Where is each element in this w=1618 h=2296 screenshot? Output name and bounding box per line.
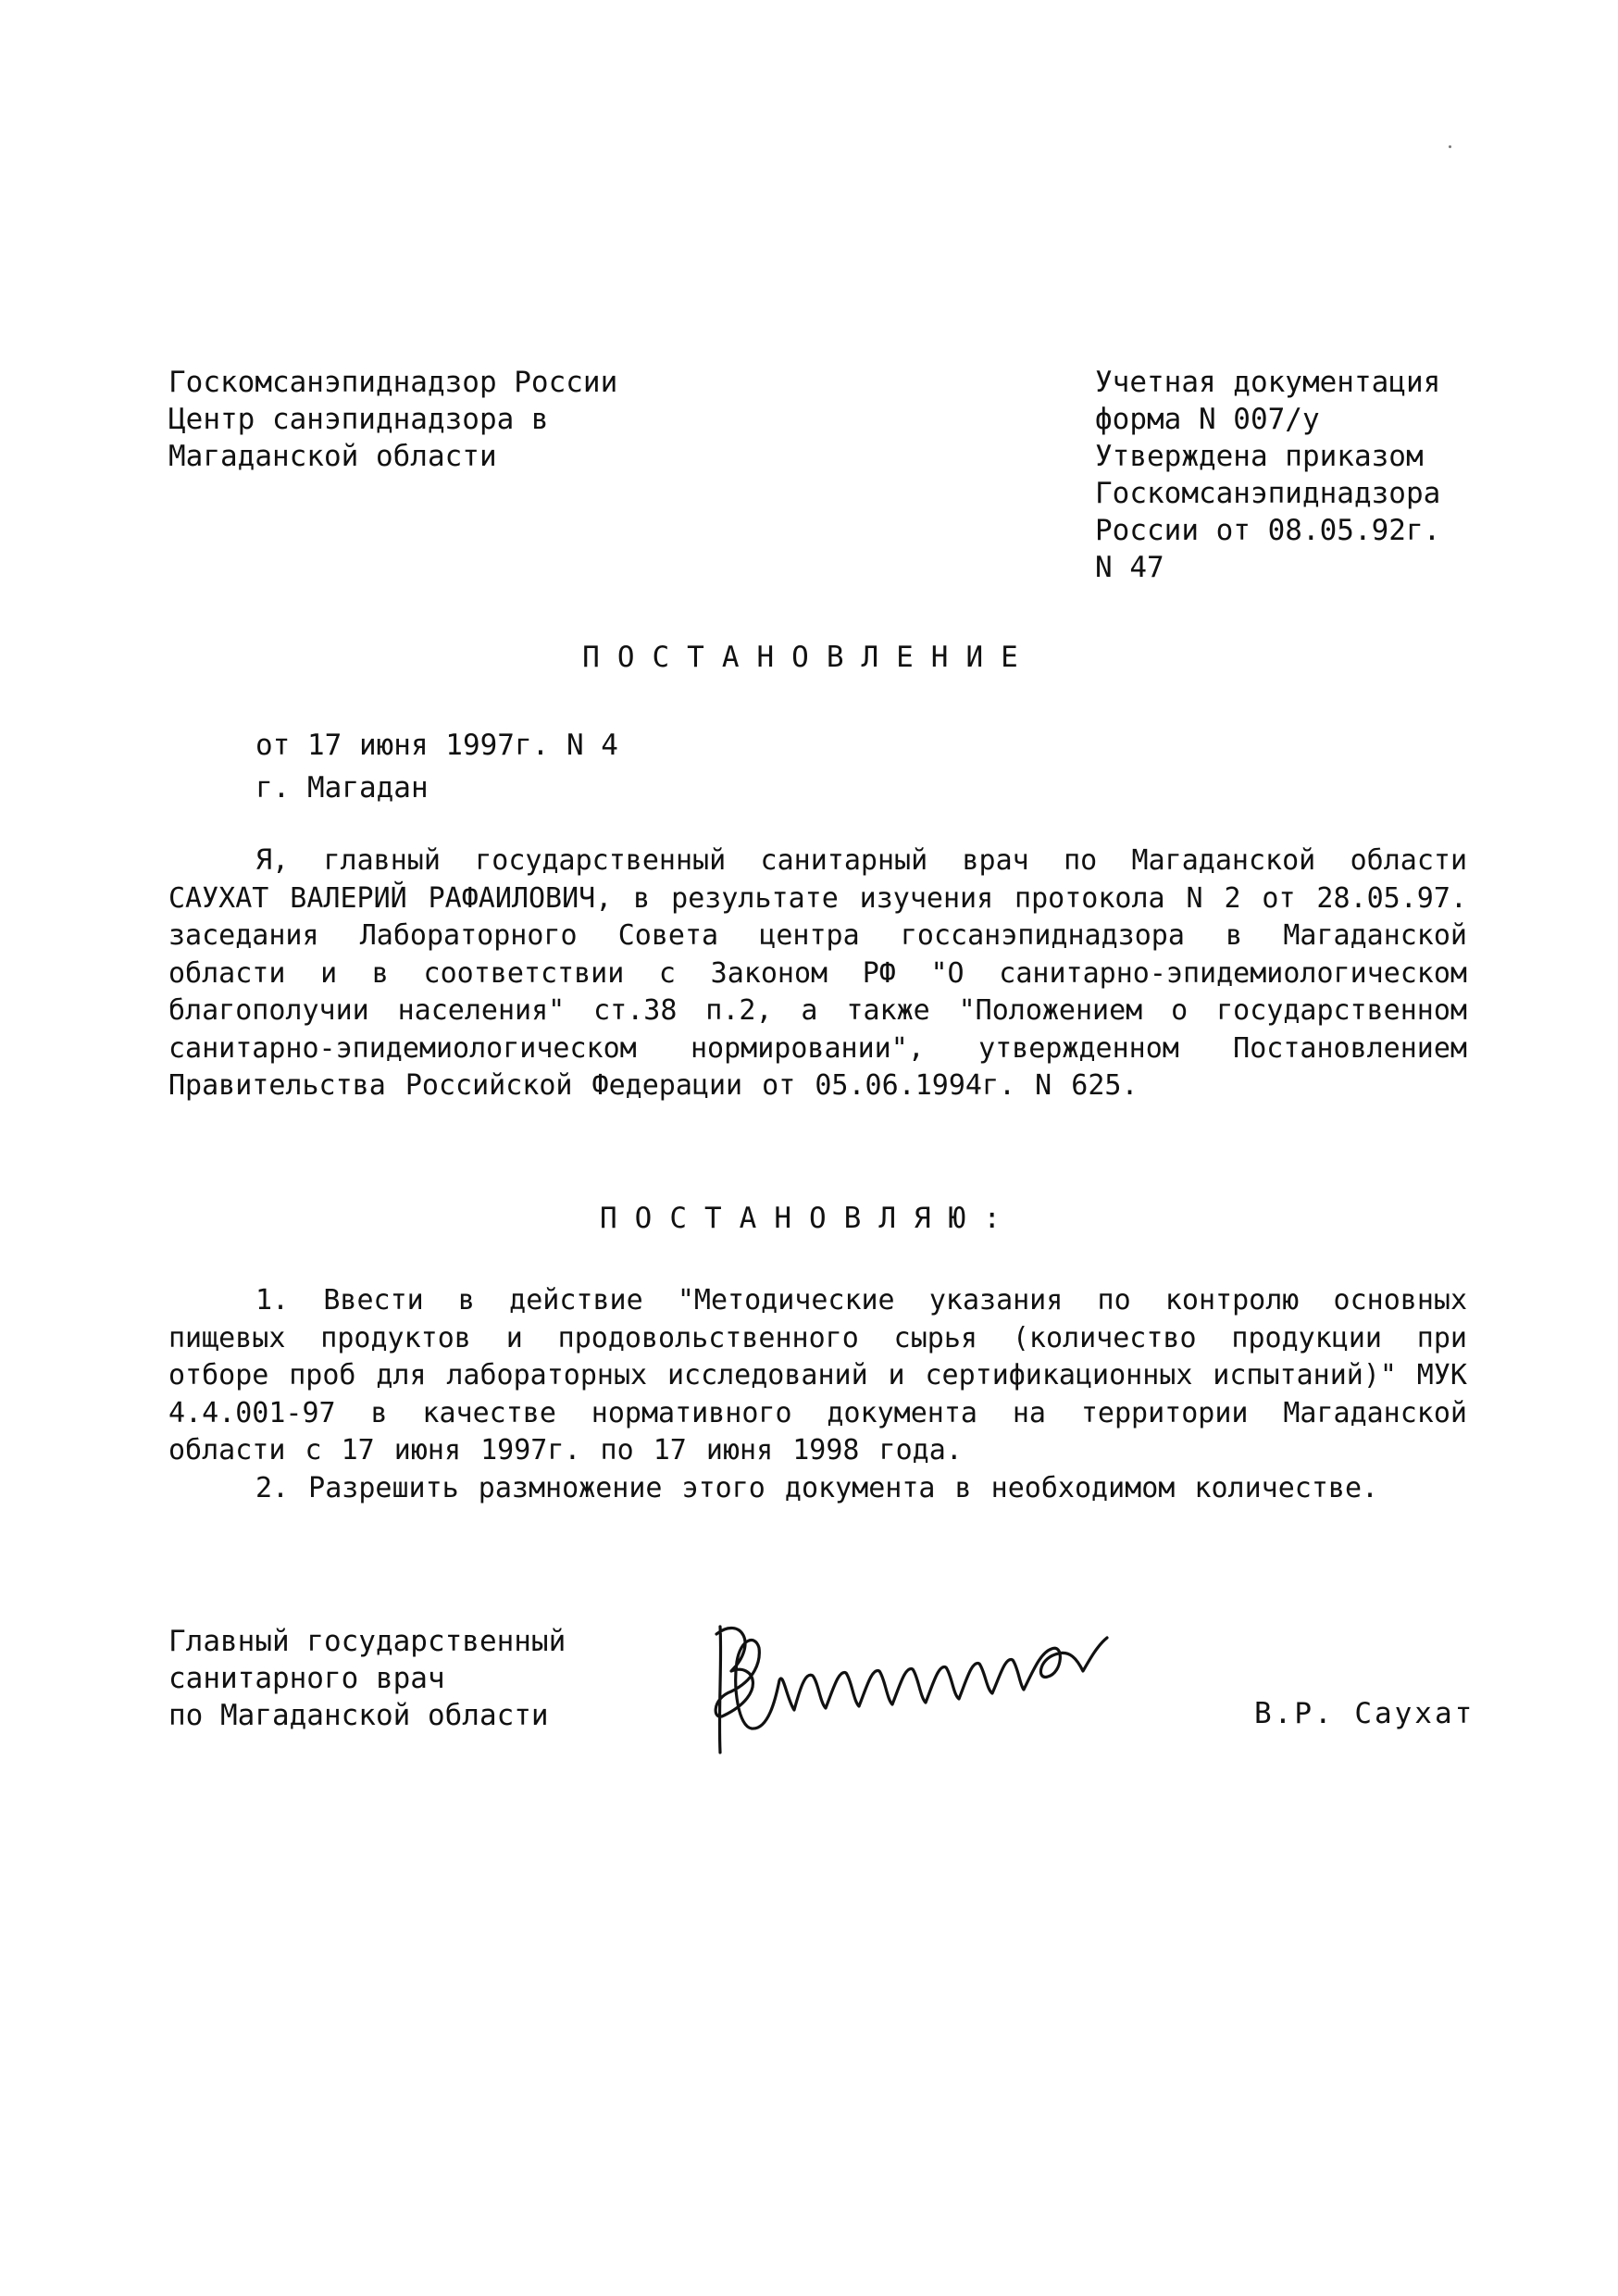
form-info-line: Учетная документация [1095,366,1441,399]
signatory-name: В.Р. Саухат [1254,1697,1475,1730]
form-info-line: Госкомсанэпиднадзора [1095,477,1441,510]
form-info-line: N 47 [1095,551,1164,584]
decree-items [168,1282,1467,1507]
date-place-block [255,724,618,809]
issuer-line: Центр санэпиднадзора в [168,403,549,436]
signatory-title-line: санитарного врач [168,1662,445,1695]
issuer-line: Госкомсанэпиднадзор России [168,366,618,399]
decree-item: 2. Разрешить размножение этого документа в необходимом количестве. [255,1471,1379,1504]
signatory-title-line: Главный государственный [168,1625,566,1658]
issuer-block [168,364,617,475]
preamble-block [168,842,1467,1105]
form-info-block [1095,364,1440,586]
issuer-line: Магаданской области [168,440,497,473]
scan-speck [1449,145,1451,148]
document-title: ПОСТАНОВЛЕНИЕ [582,641,1036,674]
decree-item: 1. Ввести в действие "Методические указания по контролю основных пищевых продуктов и продовольственного сырья (количество продукции при отборе проб для лабораторных исследований и сертификационных испытаний)" МУК 4.4.001-97 в качестве нормативного документа на территории Магаданской области с 17 июня 1997г. по 17 июня 1998 года. [168,1284,1467,1466]
form-info-line: России от 08.05.92г. [1095,514,1441,547]
signatory-title-line: по Магаданской области [168,1699,549,1732]
signatory-title-block [168,1623,566,1734]
form-info-line: форма N 007/у [1095,403,1320,436]
preamble-paragraph: Я, главный государственный санитарный врач по Магаданской области САУХАТ ВАЛЕРИЙ РАФАИЛОВИЧ, в результате изучения протокола N 2 от 28.05.97. заседания Лабораторного Совета центра госсанэпиднадзора в Магаданской области и в соответствии с Законом РФ "О санитарно-эпидемиологическом благополучии населения" ст.38 п.2, а также "Положением о государственном санитарно-эпидемиологическом нормировании", утвержденном Постановлением Правительства Российской Федерации от 05.06.1994г. N 625. [168,844,1467,1102]
document-date: от 17 июня 1997г. N 4 [255,729,618,762]
form-info-line: Утверждена приказом [1095,440,1424,473]
document-place: г. Магадан [255,771,429,805]
decree-heading: ПОСТАНОВЛЯЮ: [600,1202,1018,1235]
handwritten-signature [703,1606,1166,1764]
